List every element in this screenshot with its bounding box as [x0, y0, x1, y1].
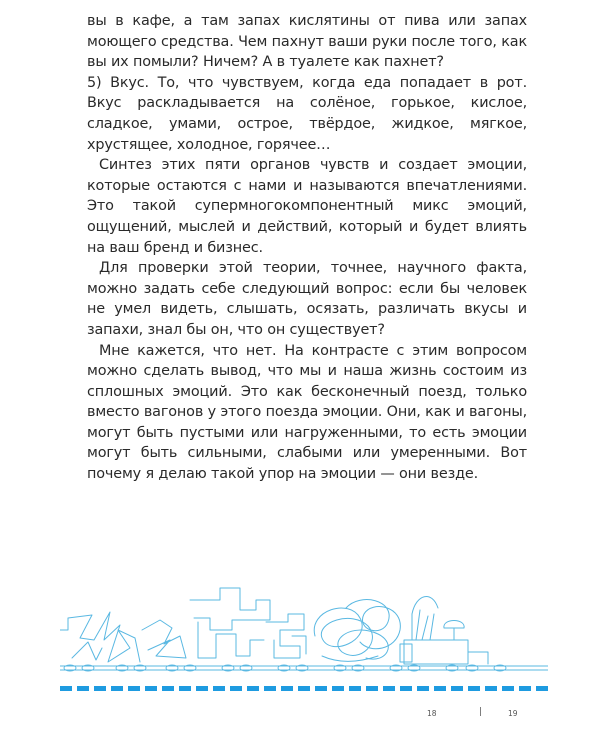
rail-dash: [264, 686, 276, 691]
paragraph-5: Мне кажется, что нет. На контрасте с этим вопросом можно сделать вывод, что мы и наша жизнь состоим из сплошных эмоций. Это как бесконечный поезд, только вместо вагонов у этого поезда эмоции. Они, как и вагоны, могут быть пустыми или нагруженными, то есть эмоции могут быть сильными, слабыми или умеренными. Вот почему я делаю такой упор на эмоции — они везде.: [87, 342, 527, 483]
rail-dash: [298, 686, 310, 691]
rail-dash: [196, 686, 208, 691]
paragraph-4: Для проверки этой теории, точнее, научного факта, можно задать себе следующий вопрос: если бы человек не умел видеть, слышать, осязать, различать вкусы и запахи, знал бы он, что он существует?: [87, 260, 527, 338]
rail-dash: [179, 686, 191, 691]
rail-dash: [315, 686, 327, 691]
rail-dash: [400, 686, 412, 691]
emotion-train-illustration: [60, 570, 548, 700]
rail-dash: [536, 686, 548, 691]
rail-dash: [94, 686, 106, 691]
rail-dash: [77, 686, 89, 691]
rail-dash: [502, 686, 514, 691]
rail-dash: [451, 686, 463, 691]
rail-dash: [128, 686, 140, 691]
rail-dash: [281, 686, 293, 691]
page-number-right: 19: [508, 709, 518, 718]
paragraph-1: вы в кафе, а там запах кислятины от пива или запах моющего средства. Чем пахнут ваши руки после того, как вы их помыли? Ничем? А в туалете как пахнет?: [87, 13, 527, 71]
rail-dash: [485, 686, 497, 691]
paragraph-2: 5) Вкус. То, что чувствуем, когда еда попадает в рот. Вкус раскладывается на солёное, горькое, кислое, сладкое, умами, острое, твёрдое, жидкое, мягкое, хрустящее, холодное, горячее…: [87, 74, 527, 153]
rail-dash: [247, 686, 259, 691]
page-numbers: [420, 709, 530, 725]
page-number-separator: |: [479, 707, 483, 717]
rail-dash: [383, 686, 395, 691]
rail-dash: [332, 686, 344, 691]
book-text: [87, 11, 527, 485]
rail-dash: [349, 686, 361, 691]
train-track: [60, 666, 548, 670]
rail-dash: [366, 686, 378, 691]
wagon-scribbles: [60, 588, 488, 664]
paragraph-3: Синтез этих пяти органов чувств и создает эмоции, которые остаются с нами и называются впечатлениями. Это такой супермногокомпонентный микс эмоций, ощущений, мыслей и действий, который и будет влиять на ваш бренд и бизнес.: [87, 157, 527, 256]
rail-dash: [213, 686, 225, 691]
rail-dash: [230, 686, 242, 691]
rail-dash: [60, 686, 72, 691]
rail-dash: [111, 686, 123, 691]
rail-dash: [519, 686, 531, 691]
rail-dash: [468, 686, 480, 691]
rail-dashes: [60, 686, 548, 691]
rail-dash: [417, 686, 429, 691]
rail-dash: [145, 686, 157, 691]
page-number-left: 18: [427, 709, 437, 718]
rail-dash: [162, 686, 174, 691]
rail-dash: [434, 686, 446, 691]
